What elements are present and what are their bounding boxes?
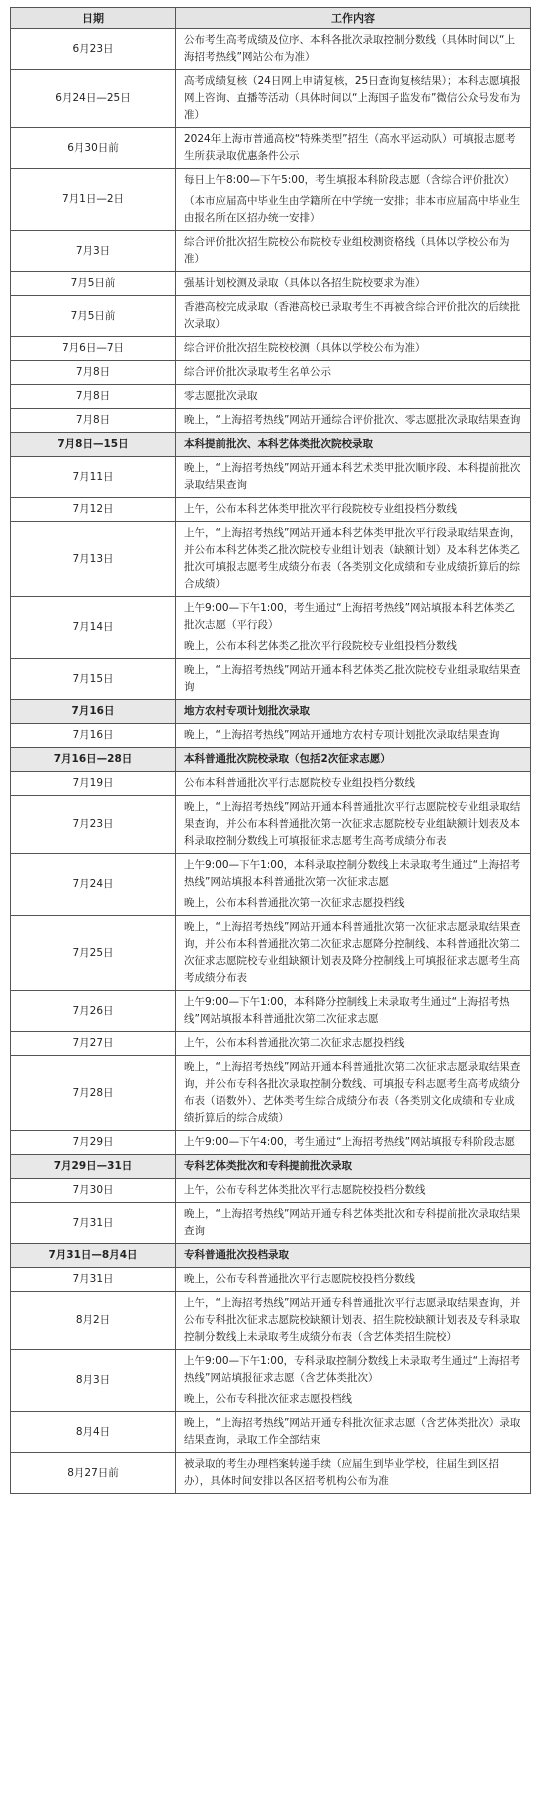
date-cell: 7月8日—15日 — [11, 433, 176, 457]
content-cell — [176, 1131, 531, 1155]
content-paragraph: 综合评价批次招生院校校测（具体以学校公布为准） — [184, 342, 426, 354]
date-cell: 7月26日 — [11, 991, 176, 1032]
content-paragraph: 香港高校完成录取（香港高校已录取考生不再被含综合评价批次的后续批次录取） — [184, 301, 520, 330]
content-cell — [176, 1292, 531, 1350]
content-cell — [176, 1179, 531, 1203]
date-cell: 7月29日—31日 — [11, 1155, 176, 1179]
content-cell — [176, 1203, 531, 1244]
schedule-row — [11, 991, 531, 1032]
schedule-row — [11, 70, 531, 128]
content-paragraph: 晚上，“上海招考热线”网站开通专科批次征求志愿（含艺体类批次）录取结果查询，录取工作全部结束 — [184, 1417, 521, 1446]
content-cell — [176, 128, 531, 169]
date-cell: 7月5日前 — [11, 296, 176, 337]
section-row — [11, 748, 531, 772]
content-cell — [176, 385, 531, 409]
content-paragraph: 晚上，公布本科普通批次第一次征求志愿投档线 — [184, 897, 405, 909]
content-cell — [176, 1244, 531, 1268]
content-paragraph: 专科普通批次投档录取 — [184, 1249, 289, 1261]
schedule-row — [11, 772, 531, 796]
content-paragraph: 上午，公布本科普通批次第二次征求志愿投档线 — [184, 1037, 405, 1049]
section-row — [11, 700, 531, 724]
content-cell — [176, 991, 531, 1032]
content-paragraph: 上午9:00—下午1:00，考生通过“上海招考热线”网站填报本科艺体类乙批次志愿（平行段） — [184, 602, 516, 631]
content-paragraph: 高考成绩复核（24日网上申请复核，25日查询复核结果）；本科志愿填报网上咨询、直播等活动（具体时间以“上海国子监发布”微信公众号发布为准） — [184, 75, 521, 121]
content-paragraph: 被录取的考生办理档案转递手续（应届生到毕业学校，往届生到区招办），具体时间安排以各区招考机构公布为准 — [184, 1458, 499, 1487]
content-paragraph: 上午，公布本科艺体类甲批次平行段院校专业组投档分数线 — [184, 503, 457, 515]
date-cell: 8月4日 — [11, 1412, 176, 1453]
date-cell: 7月16日 — [11, 700, 176, 724]
date-cell: 6月24日—25日 — [11, 70, 176, 128]
schedule-row — [11, 1056, 531, 1131]
date-cell: 7月8日 — [11, 409, 176, 433]
date-cell: 7月31日—8月4日 — [11, 1244, 176, 1268]
content-cell — [176, 1155, 531, 1179]
content-paragraph: 上午，“上海招考热线”网站开通本科艺体类甲批次平行段录取结果查询，并公布本科艺体类乙批次院校专业组计划表（缺额计划）及本科艺体类乙批次可填报志愿考生成绩分布表（各类别文化成绩和专业成绩折算后的综合成绩） — [184, 527, 521, 590]
date-cell: 7月3日 — [11, 231, 176, 272]
schedule-row — [11, 498, 531, 522]
content-paragraph: 地方农村专项计划批次录取 — [184, 705, 310, 717]
date-cell: 7月29日 — [11, 1131, 176, 1155]
content-cell — [176, 231, 531, 272]
date-cell: 7月16日 — [11, 724, 176, 748]
schedule-row — [11, 796, 531, 854]
content-cell — [176, 70, 531, 128]
content-paragraph: 晚上，“上海招考热线”网站开通专科艺体类批次和专科提前批次录取结果查询 — [184, 1208, 521, 1237]
content-paragraph: 上午，“上海招考热线”网站开通专科普通批次平行志愿录取结果查询，并公布专科批次征求志愿院校缺额计划表、招生院校缺额计划表及专科录取控制分数线上未录取考生成绩分布表（含艺体类招生院校） — [184, 1297, 521, 1343]
content-cell — [176, 457, 531, 498]
content-column-header: 工作内容 — [176, 8, 531, 29]
content-cell — [176, 522, 531, 597]
section-row — [11, 433, 531, 457]
content-cell — [176, 337, 531, 361]
date-cell: 7月27日 — [11, 1032, 176, 1056]
date-cell: 7月5日前 — [11, 272, 176, 296]
schedule-row — [11, 409, 531, 433]
date-cell: 8月3日 — [11, 1350, 176, 1412]
content-paragraph: 晚上，“上海招考热线”网站开通本科艺体类乙批次院校专业组录取结果查询 — [184, 664, 521, 693]
content-cell — [176, 498, 531, 522]
schedule-row — [11, 1292, 531, 1350]
date-column-header: 日期 — [11, 8, 176, 29]
section-row — [11, 1244, 531, 1268]
content-cell — [176, 409, 531, 433]
schedule-row — [11, 659, 531, 700]
date-cell: 8月27日前 — [11, 1453, 176, 1494]
date-cell: 7月13日 — [11, 522, 176, 597]
date-cell: 7月23日 — [11, 796, 176, 854]
date-cell: 7月30日 — [11, 1179, 176, 1203]
content-paragraph: 综合评价批次录取考生名单公示 — [184, 366, 331, 378]
content-paragraph: 公布考生高考成绩及位序、本科各批次录取控制分数线（具体时间以“上海招考热线”网站公布为准） — [184, 34, 515, 63]
content-paragraph: 公布本科普通批次平行志愿院校专业组投档分数线 — [184, 777, 415, 789]
content-paragraph: 本科普通批次院校录取（包括2次征求志愿） — [184, 753, 391, 765]
content-paragraph: 晚上，“上海招考热线”网站开通综合评价批次、零志愿批次录取结果查询 — [184, 414, 521, 426]
content-paragraph: 晚上，公布专科批次征求志愿投档线 — [184, 1393, 352, 1405]
content-paragraph: 综合评价批次招生院校公布院校专业组校测资格线（具体以学校公布为准） — [184, 236, 510, 265]
content-cell — [176, 748, 531, 772]
content-cell — [176, 361, 531, 385]
date-cell: 7月24日 — [11, 854, 176, 916]
content-paragraph: 每日上午8:00—下午5:00，考生填报本科阶段志愿（含综合评价批次） — [184, 174, 515, 186]
schedule-body — [11, 29, 531, 1494]
content-paragraph: 本科提前批次、本科艺体类批次院校录取 — [184, 438, 373, 450]
date-cell: 7月31日 — [11, 1268, 176, 1292]
schedule-row — [11, 361, 531, 385]
content-cell — [176, 433, 531, 457]
date-cell: 7月25日 — [11, 916, 176, 991]
schedule-row — [11, 1412, 531, 1453]
content-cell — [176, 1350, 531, 1412]
content-paragraph: 晚上，“上海招考热线”网站开通本科普通批次平行志愿院校专业组录取结果查询，并公布本科普通批次第一次征求志愿院校专业组缺额计划表及本科录取控制分数线上可填报征求志愿考生高考成绩分布表 — [184, 801, 521, 847]
content-paragraph: 晚上，“上海招考热线”网站开通本科普通批次第二次征求志愿录取结果查询，并公布专科各批次录取控制分数线、可填报专科志愿考生高考成绩分布表（语数外）、艺体类考生综合成绩分布表（各类别文化成绩和专业成绩折算后的综合成绩） — [184, 1061, 521, 1124]
content-paragraph: 晚上，“上海招考热线”网站开通本科艺术类甲批次顺序段、本科提前批次录取结果查询 — [184, 462, 521, 491]
content-paragraph: 上午，公布专科艺体类批次平行志愿院校投档分数线 — [184, 1184, 426, 1196]
schedule-row — [11, 854, 531, 916]
schedule-row — [11, 169, 531, 231]
date-cell: 7月15日 — [11, 659, 176, 700]
content-cell — [176, 700, 531, 724]
date-cell: 7月28日 — [11, 1056, 176, 1131]
date-cell: 7月19日 — [11, 772, 176, 796]
date-cell: 6月30日前 — [11, 128, 176, 169]
date-cell: 7月12日 — [11, 498, 176, 522]
date-cell: 7月8日 — [11, 361, 176, 385]
schedule-row — [11, 522, 531, 597]
content-paragraph: 晚上，公布专科普通批次平行志愿院校投档分数线 — [184, 1273, 415, 1285]
content-paragraph: 晚上，公布本科艺体类乙批次平行段院校专业组投档分数线 — [184, 640, 457, 652]
date-cell: 7月11日 — [11, 457, 176, 498]
content-cell — [176, 796, 531, 854]
schedule-row — [11, 231, 531, 272]
schedule-row — [11, 724, 531, 748]
content-cell — [176, 597, 531, 659]
content-cell — [176, 29, 531, 70]
schedule-row — [11, 597, 531, 659]
content-cell — [176, 724, 531, 748]
schedule-row — [11, 385, 531, 409]
date-cell: 7月1日—2日 — [11, 169, 176, 231]
schedule-row — [11, 457, 531, 498]
schedule-row — [11, 1203, 531, 1244]
content-cell — [176, 854, 531, 916]
date-cell: 7月16日—28日 — [11, 748, 176, 772]
schedule-row — [11, 272, 531, 296]
content-paragraph: 2024年上海市普通高校“特殊类型”招生（高水平运动队）可填报志愿考生所获录取优惠条件公示 — [184, 133, 516, 162]
content-cell — [176, 296, 531, 337]
section-row — [11, 1155, 531, 1179]
content-paragraph: 晚上，“上海招考热线”网站开通本科普通批次第一次征求志愿录取结果查询，并公布本科普通批次第二次征求志愿降分控制线、本科普通批次第二次征求志愿院校专业组缺额计划表及降分控制线上可填报征求志愿考生高考成绩分布表 — [184, 921, 521, 984]
table-header-row — [11, 8, 531, 29]
content-cell — [176, 659, 531, 700]
schedule-row — [11, 1032, 531, 1056]
schedule-row — [11, 1350, 531, 1412]
content-cell — [176, 772, 531, 796]
content-cell — [176, 1412, 531, 1453]
date-cell: 7月31日 — [11, 1203, 176, 1244]
content-paragraph: 晚上，“上海招考热线”网站开通地方农村专项计划批次录取结果查询 — [184, 729, 500, 741]
content-cell — [176, 1056, 531, 1131]
date-cell: 6月23日 — [11, 29, 176, 70]
content-paragraph: 零志愿批次录取 — [184, 390, 258, 402]
schedule-row — [11, 1268, 531, 1292]
schedule-row — [11, 29, 531, 70]
content-paragraph: 强基计划校测及录取（具体以各招生院校要求为准） — [184, 277, 426, 289]
content-paragraph: 上午9:00—下午1:00，本科降分控制线上未录取考生通过“上海招考热线”网站填报本科普通批次第二次征求志愿 — [184, 996, 510, 1025]
date-cell: 7月6日—7日 — [11, 337, 176, 361]
content-cell — [176, 916, 531, 991]
schedule-row — [11, 916, 531, 991]
schedule-row — [11, 1453, 531, 1494]
content-cell — [176, 1453, 531, 1494]
schedule-row — [11, 296, 531, 337]
content-paragraph: 专科艺体类批次和专科提前批次录取 — [184, 1160, 352, 1172]
date-cell: 7月8日 — [11, 385, 176, 409]
schedule-row — [11, 1179, 531, 1203]
content-cell — [176, 169, 531, 231]
content-paragraph: 上午9:00—下午1:00，专科录取控制分数线上未录取考生通过“上海招考热线”网站填报征求志愿（含艺体类批次） — [184, 1355, 521, 1384]
admission-schedule-table — [10, 7, 531, 1494]
content-paragraph: 上午9:00—下午4:00，考生通过“上海招考热线”网站填报专科阶段志愿 — [184, 1136, 516, 1148]
content-paragraph: （本市应届高中毕业生由学籍所在中学统一安排；非本市应届高中毕业生由报名所在区招办统一安排） — [184, 195, 520, 224]
content-cell — [176, 1268, 531, 1292]
date-cell: 8月2日 — [11, 1292, 176, 1350]
schedule-row — [11, 337, 531, 361]
schedule-row — [11, 128, 531, 169]
content-paragraph: 上午9:00—下午1:00，本科录取控制分数线上未录取考生通过“上海招考热线”网站填报本科普通批次第一次征求志愿 — [184, 859, 521, 888]
content-cell — [176, 1032, 531, 1056]
content-cell — [176, 272, 531, 296]
date-cell: 7月14日 — [11, 597, 176, 659]
schedule-row — [11, 1131, 531, 1155]
